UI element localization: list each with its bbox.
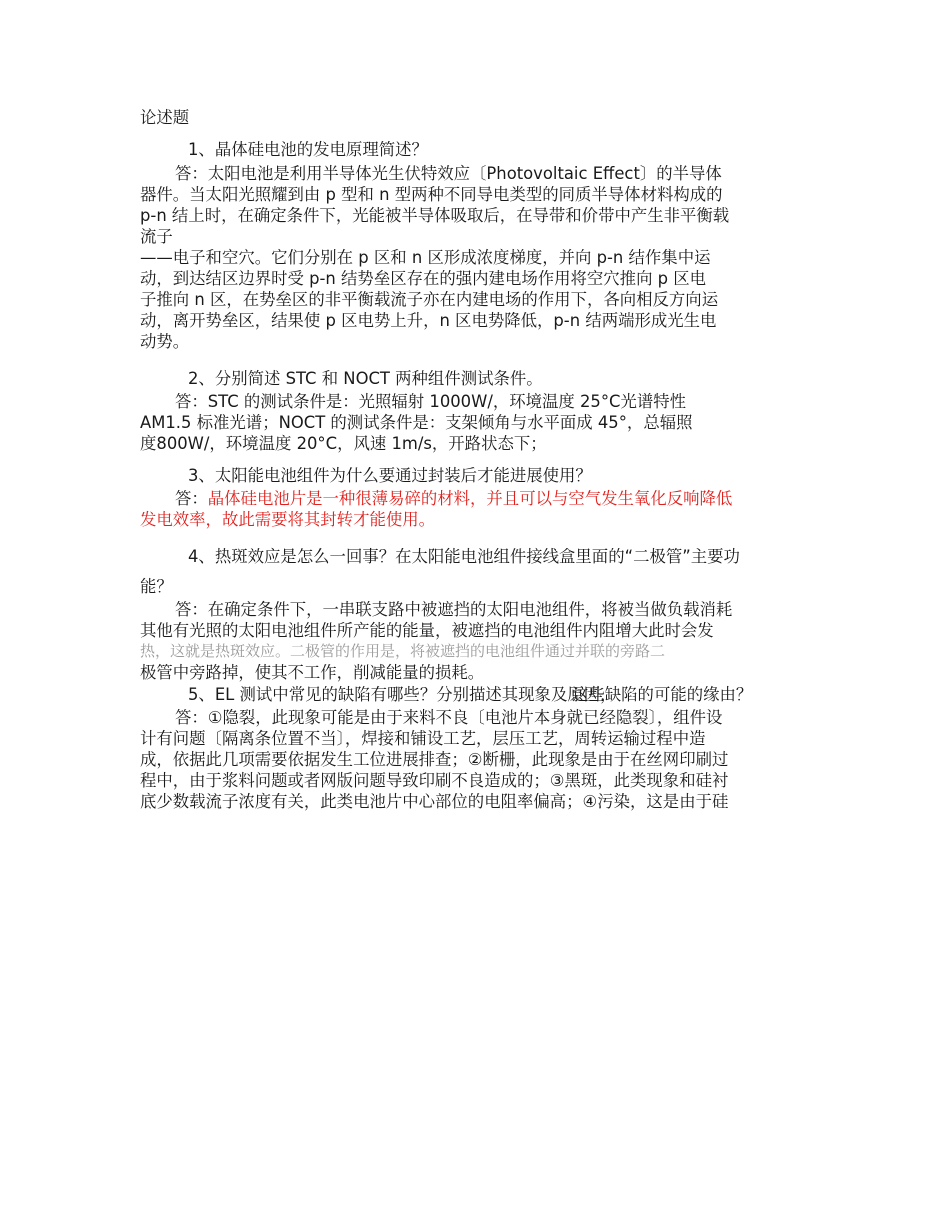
section-title: 论述题 — [140, 108, 190, 127]
answer-3-prefix: 答： — [175, 489, 208, 508]
answer-4-line-1: 答：在确定条件下，一串联支路中被遮挡的太阳电池组件，将被当做负载消耗 — [175, 600, 733, 619]
answer-2: 答：STC 的测试条件是：光照辐射 1000W/，环境温度 25°C光谱特性 AM1.5 标准光谱；NOCT 的测试条件是：支架倾角与水平面成 45°，总辐照 度800W/，环境温度 20°C，风速 1m/s，开路状态下； — [140, 392, 693, 453]
question-1: 1、晶体硅电池的发电原理简述？ — [188, 140, 428, 159]
answer-4-line-4: 极管中旁路掉，使其不工作，削减能量的损耗。 — [140, 663, 485, 682]
question-3: 3、太阳能电池组件为什么要通过封装后才能进展使用？ — [188, 466, 592, 485]
question-2: 2、分别简述 STC 和 NOCT 两种组件测试条件。 — [188, 369, 543, 388]
answer-5: 答：①隐裂，此现象可能是由于来料不良〔电池片本身就已经隐裂〕，组件设 计有问题〔隔离条位置不当〕，焊接和铺设工艺，层压工艺，周转运输过程中造 成，依据此几项需要依据发生工位进展排查；②断栅，此现象是由于在丝网印刷过 程中，由于浆料问题或者网版问题导致印刷不良造成的；③黑斑，此类现象和硅衬 底少数载流子浓度有关，此类电池片中心部位的电阻率偏高；④污染，这是由于硅 — [140, 708, 729, 811]
answer-1: 答：太阳电池是利用半导体光生伏特效应〔Photovoltaic Effect〕的半导体 器件。当太阳光照耀到由 p 型和 n 型两种不同导电类型的同质半导体材料构成的 p-n 结上时，在确定条件下，光能被半导体吸取后，在导带和价带中产生非平衡载 流子 ——电子和空穴。它们分别在 p 区和 n 区形成浓度梯度，并向 p-n 结作集中运 动，到达结区边界时受 p-n 结势垒区存在的强内建电场作用将空穴推向 p 区电 子推向 n 区，在势垒区的非平衡载流子亦在内建电场的作用下，各向相反方向运 动，离开势垒区，结果使 p 区电势上升，n 区电势降低，p-n 结两端形成光生电 动势。 — [140, 164, 730, 351]
question-4: 4、热斑效应是怎么一回事？在太阳能电池组件接线盒里面的“二极管”主要功 能？ — [140, 547, 740, 596]
answer-4-line-2: 其他有光照的太阳电池组件所产能的能量，被遮挡的电池组件内阻增大此时会发 — [140, 621, 714, 640]
answer-3 — [140, 488, 812, 530]
answer-3-highlighted: 晶体硅电池片是一种很薄易碎的材料，并且可以与空气发生氧化反响降低 发电效率，故此需要将其封转才能使用。 — [140, 489, 733, 529]
question-5-part-2: 这些缺陷的可能的缘由？ — [572, 685, 753, 704]
answer-4-line-3: 热，这就是热斑效应。二极管的作用是，将被遮挡的电池组件通过并联的旁路二 — [140, 642, 666, 660]
question-5-part-1: 5、EL 测试中常见的缺陷有哪些？分别描述其现象及原因， — [188, 685, 617, 704]
